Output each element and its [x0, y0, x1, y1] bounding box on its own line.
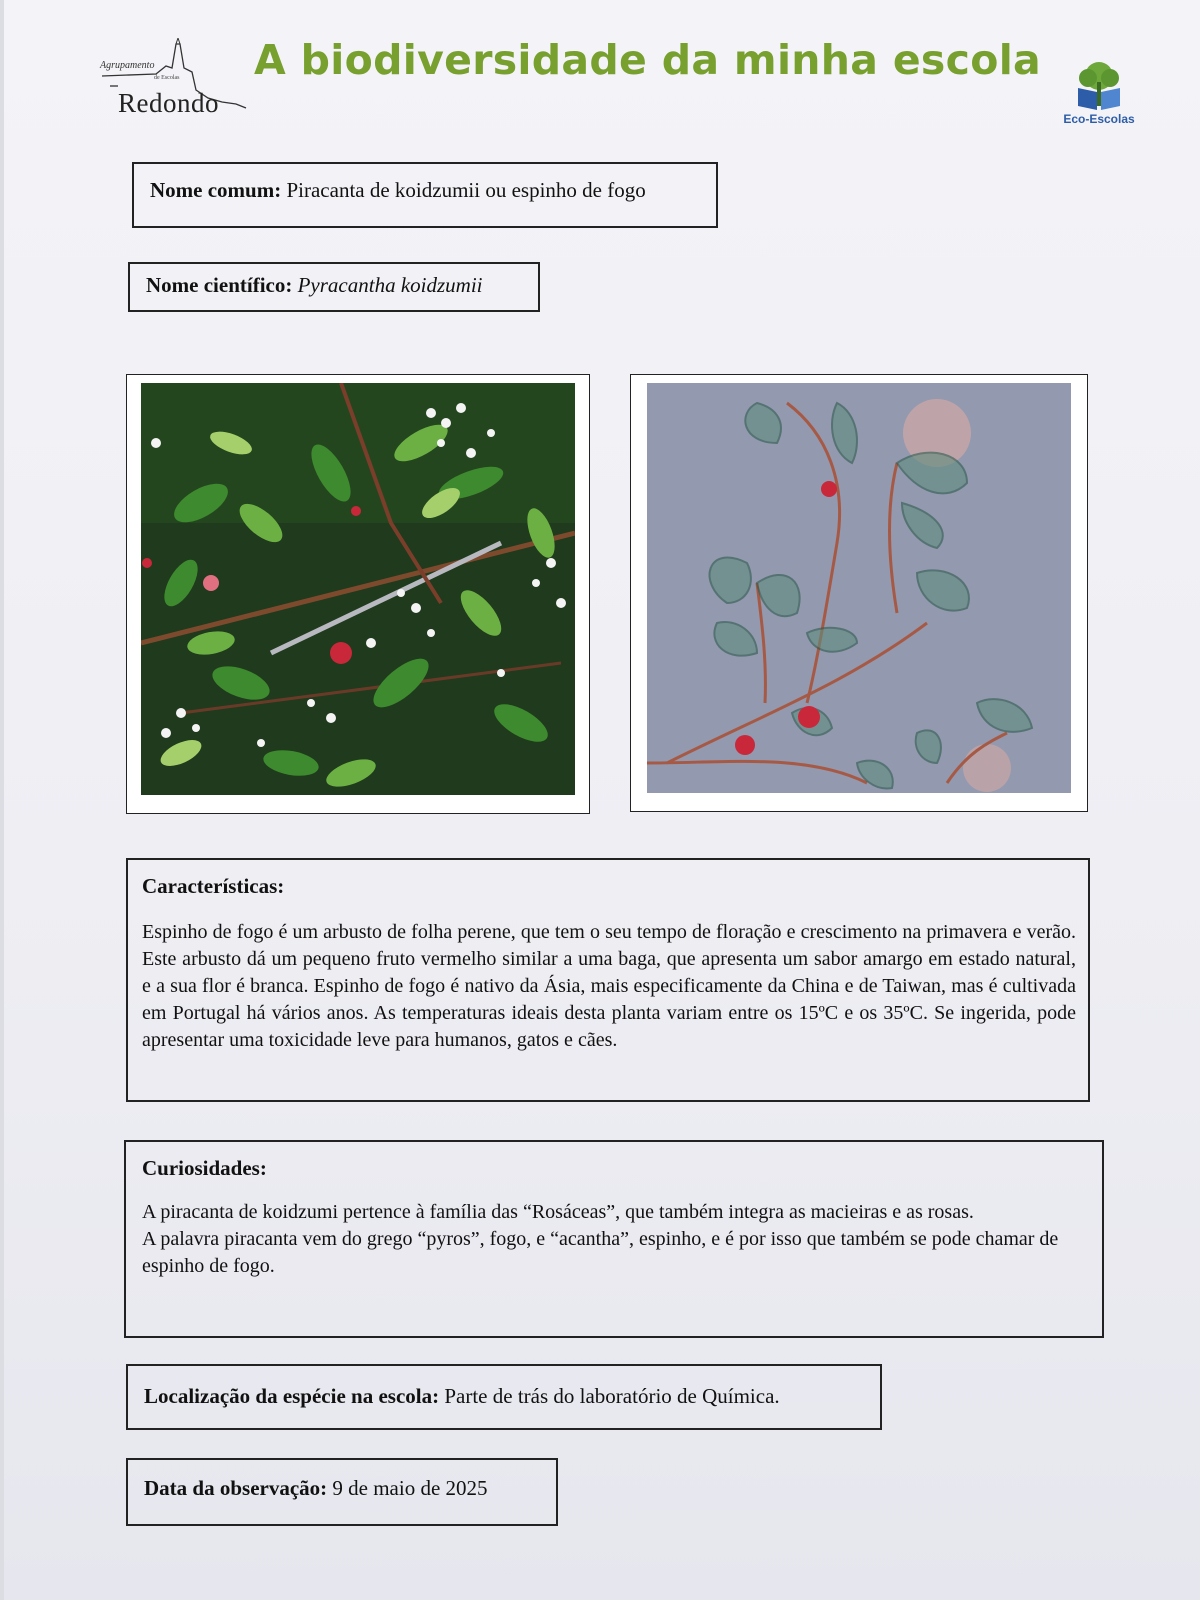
scientific-name-box [128, 262, 540, 312]
plant-photo [126, 374, 590, 814]
eco-escolas-label: Eco-Escolas [1063, 112, 1135, 126]
location-label: Localização da espécie na escola: [144, 1384, 440, 1408]
common-name-value: Piracanta de koidzumii ou espinho de fogo [286, 178, 646, 202]
plant-drawing-image [647, 383, 1071, 793]
location-value: Parte de trás do laboratório de Química. [444, 1384, 780, 1408]
school-logo-line1: Agrupamento [100, 60, 155, 71]
tree-book-icon [1062, 60, 1136, 112]
location-box [126, 1364, 882, 1430]
school-logo-line2: de Escolas [154, 75, 180, 81]
page-title: A biodiversidade da minha escola [254, 36, 1042, 84]
curiosities-paragraph-1: A piracanta de koidzumi pertence à família das “Rosáceas”, que também integra as macieiras e as rosas. [142, 1201, 974, 1223]
school-logo-name: Redondo [118, 88, 219, 118]
curiosities-paragraph-2: A palavra piracanta vem do grego “pyros”, fogo, e “acantha”, espinho, e é por isso que também se pode chamar de espinho de fogo. [142, 1228, 1059, 1277]
school-logo [96, 38, 256, 124]
curiosities-title: Curiosidades: [142, 1156, 267, 1180]
plant-photo-image [141, 383, 575, 795]
characteristics-box [126, 858, 1090, 1102]
scientific-name-value: Pyracantha koidzumii [297, 273, 483, 297]
observation-date-box [126, 1458, 558, 1526]
observation-date-value: 9 de maio de 2025 [332, 1476, 488, 1500]
common-name-box [132, 162, 718, 228]
scientific-name-label: Nome científico: [146, 273, 293, 297]
common-name-label: Nome comum: [150, 178, 282, 202]
document-page [4, 0, 1200, 1600]
characteristics-title: Características: [142, 874, 285, 898]
eco-escolas-logo [1062, 60, 1136, 132]
observation-date-label: Data da observação: [144, 1476, 328, 1500]
curiosities-box [124, 1140, 1104, 1338]
plant-drawing [630, 374, 1088, 812]
characteristics-text: Espinho de fogo é um arbusto de folha perene, que tem o seu tempo de floração e crescimento na primavera e verão. Este arbusto dá um pequeno fruto vermelho similar a uma baga, que apresenta um sabor amargo em estado natural, e a sua flor é branca. Espinho de fogo é nativo da Ásia, mais especificamente da China e de Taiwan, mas é cultivada em Portugal há vários anos. As temperaturas ideais desta planta variam entre os 15ºC e os 35ºC. Se ingerida, pode apresentar uma toxicidade leve para humanos, gatos e cães. [142, 921, 1076, 1051]
